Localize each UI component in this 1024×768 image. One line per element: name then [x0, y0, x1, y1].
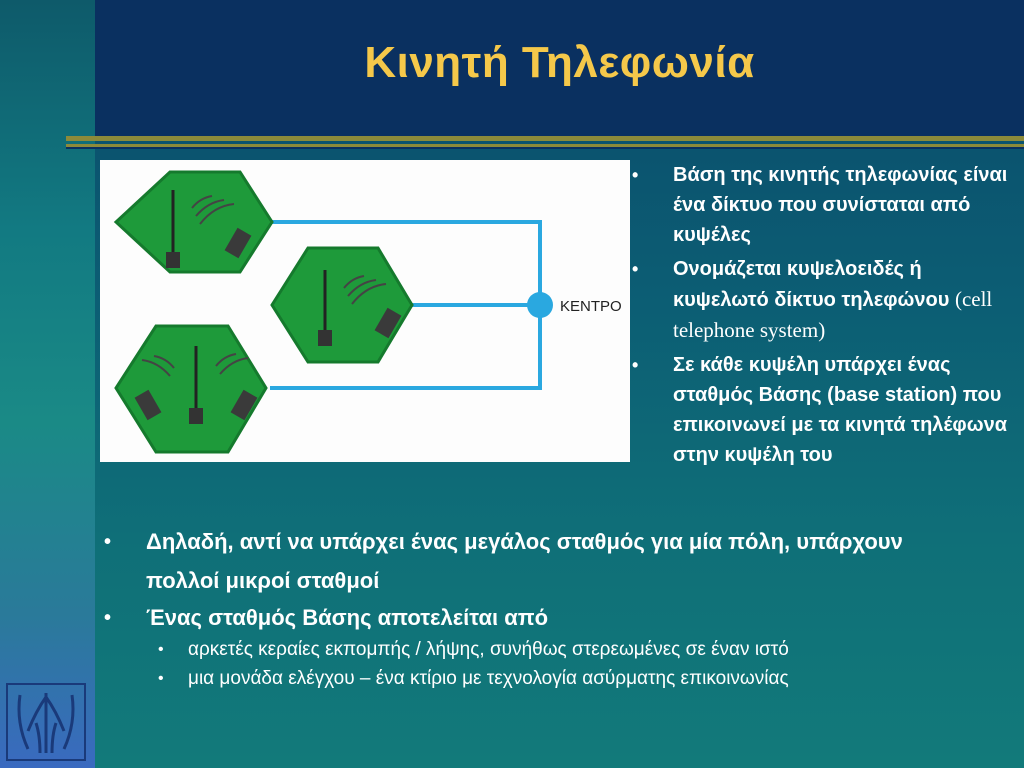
left-gradient-strip: [0, 0, 95, 768]
bullet-icon: •: [632, 259, 639, 279]
title-rule-gap: [66, 147, 1024, 149]
bullet-icon: •: [158, 641, 164, 658]
bullet-item: [104, 525, 1019, 559]
center-label: ΚΕΝΤΡΟ: [560, 298, 622, 315]
sub-bullet-item: [104, 635, 1019, 664]
bullet-item: [632, 160, 1012, 250]
bullet-icon: •: [632, 165, 639, 185]
bullet-text: Σε κάθε κυψέλη υπάρχει ένας σταθμός Βάσης (base station) που επικοινωνεί με τα κινητά τηλέφωνα στην κυψέλη του: [673, 354, 1008, 466]
bottom-bullet-list: [104, 525, 1019, 693]
cell-network-svg: [100, 160, 630, 462]
sub-bullet-text: μια μονάδα ελέγχου – ένα κτίριο με τεχνολογία ασύρματης επικοινωνίας: [188, 668, 789, 689]
bullet-icon: •: [632, 355, 639, 375]
sub-bullet-text: αρκετές κεραίες εκπομπής / λήψης, συνήθως στερεωμένες σε έναν ιστό: [188, 639, 789, 660]
center-node-icon: [527, 292, 553, 318]
hex-cell-top: [116, 172, 272, 272]
bullet-item: [632, 254, 1012, 346]
bullet-icon: •: [158, 670, 164, 687]
university-logo-icon: [6, 683, 86, 761]
bullet-text: Ένας σταθμός Βάσης αποτελείται από: [146, 605, 549, 630]
slide-title: Κινητή Τηλεφωνία: [364, 38, 755, 87]
right-bullet-list: [632, 160, 1012, 474]
cell-network-diagram: [100, 160, 630, 462]
bullet-item: [632, 350, 1012, 470]
bullet-icon: •: [104, 607, 112, 629]
sub-bullet-item: [104, 664, 1019, 693]
title-rule: [66, 136, 1024, 141]
bullet-text: Ονομάζεται κυψελοειδές ή κυψελωτό δίκτυο τηλεφώνου: [673, 258, 955, 311]
hex-cell-bottom: [116, 326, 266, 452]
bullet-icon: •: [104, 531, 112, 553]
bullet-item: [104, 601, 1019, 635]
bullet-text: Βάση της κινητής τηλεφωνίας είναι ένα δίκτυο που συνίσταται από κυψέλες: [673, 164, 1008, 246]
bullet-text: Δηλαδή, αντί να υπάρχει ένας μεγάλος σταθμός για μία πόλη, υπάρχουν: [146, 529, 903, 554]
bullet-text-serif: (cell telephone system): [673, 287, 993, 342]
hex-cell-middle: [272, 248, 412, 362]
bullet-continuation: πολλοί μικροί σταθμοί: [146, 568, 380, 593]
